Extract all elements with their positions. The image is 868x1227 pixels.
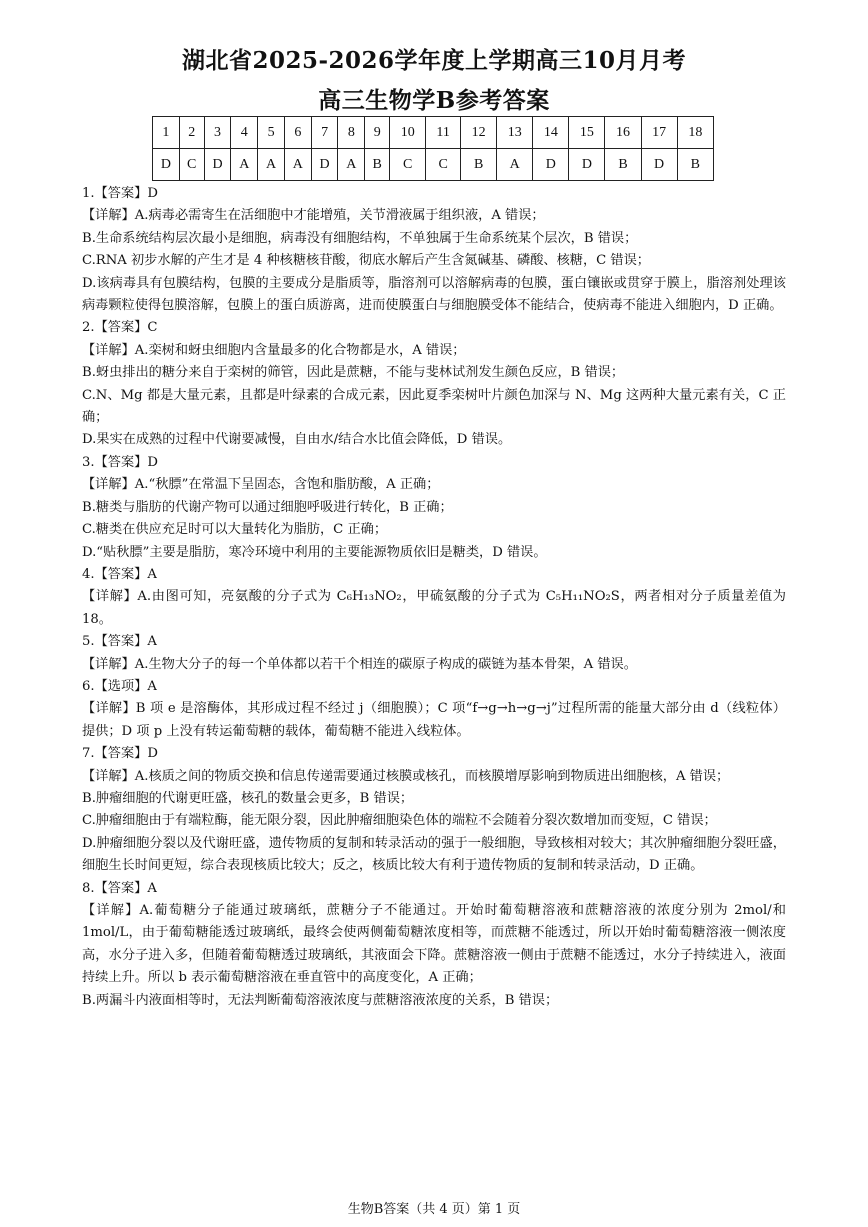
question-number-cell: 9 [365, 117, 390, 149]
explanations [82, 183, 786, 1012]
explanation-line: 6.【选项】A [82, 678, 157, 694]
answer-key-table [152, 116, 714, 181]
answer-cell: D [641, 149, 677, 181]
page-title: 湖北省2025-2026学年度上学期高三10月月考 [181, 47, 687, 74]
page-subtitle: 高三生物学B参考答案 [318, 87, 550, 114]
explanation-line: 2.【答案】C [82, 320, 158, 336]
explanation-line: 【详解】A.病毒必需寄生在活细胞中才能增殖，关节滑液属于组织液，A 错误； [82, 208, 545, 224]
answer-cell: C [426, 149, 461, 181]
question-number-cell: 17 [641, 117, 677, 149]
explanation-line: 1.【答案】D [82, 186, 158, 201]
answer-cell: A [258, 149, 285, 181]
question-number-row [153, 117, 714, 149]
answer-cell: C [179, 149, 204, 181]
explanation-line: C.糖类在供应充足时可以大量转化为脂肪，C 正确； [82, 522, 388, 538]
answer-cell: D [569, 149, 605, 181]
answer-cell: D [311, 149, 338, 181]
explanation-line: 5.【答案】A [82, 634, 157, 650]
answer-cell: B [677, 149, 713, 181]
question-number-cell: 3 [204, 117, 231, 149]
explanation-line: D.果实在成熟的过程中代谢要减慢，自由水/结合水比值会降低，D 错误。 [82, 432, 512, 448]
explanation-line: B.肿瘤细胞的代谢更旺盛，核孔的数量会更多，B 错误； [82, 790, 414, 806]
explanation-line: 3.【答案】D [82, 454, 158, 470]
explanation-line: B.两漏斗内液面相等时，无法判断葡萄溶液浓度与蔗糖溶液浓度的关系，B 错误； [82, 992, 559, 1008]
explanation-line: D.“贴秋膘”主要是脂肪，寒冷环境中利用的主要能源物质依旧是糖类，D 错误。 [82, 544, 547, 560]
question-number-cell: 2 [179, 117, 204, 149]
answer-cell: A [284, 149, 311, 181]
question-number-cell: 14 [533, 117, 569, 149]
explanation-line: 8.【答案】A [82, 880, 157, 896]
explanation-line: B.生命系统结构层次最小是细胞，病毒没有细胞结构，不单独属于生命系统某个层次，B 错误； [82, 230, 638, 246]
answer-row [153, 149, 714, 181]
question-number-cell: 10 [390, 117, 426, 149]
explanation-line: C.N、Mg 都是大量元素，且都是叶绿素的合成元素，因此夏季栾树叶片颜色加深与 N、Mg 这两种大量元素有关，C 正确； [82, 387, 786, 426]
explanation-line: 7.【答案】D [82, 746, 158, 762]
question-number-cell: 18 [677, 117, 713, 149]
question-number-cell: 1 [153, 117, 180, 149]
explanation-line: 【详解】A.“秋膘”在常温下呈固态，含饱和脂肪酸，A 正确； [82, 477, 440, 493]
explanation-line: B.糖类与脂肪的代谢产物可以通过细胞呼吸进行转化，B 正确； [82, 499, 453, 515]
explanation-line: D.肿瘤细胞分裂以及代谢旺盛，遗传物质的复制和转录活动的强于一般细胞，导致核相对较大；其次肿瘤细胞分裂旺盛，细胞生长时间更短，综合表现核质比较大；反之，核质比较大有利于遗传物质的复制和转录活动，D 正确。 [82, 835, 786, 874]
answer-cell: A [497, 149, 533, 181]
question-number-cell: 8 [338, 117, 365, 149]
explanation-line: 【详解】A.生物大分子的每一个单体都以若干个相连的碳原子构成的碳链为基本骨架，A 错误。 [82, 656, 637, 672]
question-number-cell: 5 [258, 117, 285, 149]
answer-cell: B [365, 149, 390, 181]
answer-cell: D [533, 149, 569, 181]
explanation-line: 【详解】A.由图可知，亮氨酸的分子式为 C₆H₁₃NO₂，甲硫氨酸的分子式为 C₅H₁₁NO₂S，两者相对分子质量差值为 18。 [82, 589, 786, 627]
explanation-line: D.该病毒具有包膜结构，包膜的主要成分是脂质等，脂溶剂可以溶解病毒的包膜，蛋白镶嵌或贯穿于膜上，脂溶剂处理该病毒颗粒使得包膜溶解，包膜上的蛋白质游离，进而使膜蛋白与细胞膜受体不能结合，使病毒不能进入细胞内，D 正确。 [82, 275, 786, 314]
explanation-line: B.蚜虫排出的糖分来自于栾树的筛管，因此是蔗糖，不能与斐林试剂发生颜色反应，B 错误； [82, 365, 625, 381]
answer-cell: D [204, 149, 231, 181]
answer-cell: D [153, 149, 180, 181]
question-number-cell: 16 [605, 117, 641, 149]
question-number-cell: 12 [461, 117, 497, 149]
explanation-line: 【详解】B 项 e 是溶酶体，其形成过程不经过 j（细胞膜）；C 项“f→g→h→g→j”过程所需的能量大部分由 d（线粒体）提供；D 项 p 上没有转运葡萄糖的载体，葡萄糖不能进入线粒体。 [82, 701, 786, 739]
answer-cell: A [338, 149, 365, 181]
question-number-cell: 4 [231, 117, 258, 149]
question-number-cell: 11 [426, 117, 461, 149]
question-number-cell: 7 [311, 117, 338, 149]
question-number-cell: 6 [284, 117, 311, 149]
question-number-cell: 13 [497, 117, 533, 149]
explanation-line: C.RNA 初步水解的产生才是 4 种核糖核苷酸，彻底水解后产生含氮碱基、磷酸、核糖，C 错误； [82, 253, 650, 269]
question-number-cell: 15 [569, 117, 605, 149]
answer-cell: B [461, 149, 497, 181]
page-footer: 生物B答案（共 4 页）第 1 页 [347, 1202, 521, 1217]
explanation-line: C.肿瘤细胞由于有端粒酶，能无限分裂，因此肿瘤细胞染色体的端粒不会随着分裂次数增加而变短，C 错误； [82, 813, 717, 829]
answer-cell: A [231, 149, 258, 181]
explanation-line: 【详解】A.栾树和蚜虫细胞内含量最多的化合物都是水，A 错误； [82, 342, 466, 358]
answer-cell: C [390, 149, 426, 181]
explanation-line: 4.【答案】A [82, 566, 157, 582]
answer-cell: B [605, 149, 641, 181]
explanation-line: 【详解】A.葡萄糖分子能通过玻璃纸，蔗糖分子不能通过。开始时葡萄糖溶液和蔗糖溶液的浓度分别为 2mol/和 1mol/L，由于葡萄糖能透过玻璃纸，最终会使两侧葡萄糖浓度相等，而蔗糖不能透过，所以开始时葡萄糖溶液一侧浓度高，水分子进入多，但随着葡萄糖透过玻璃纸，其液面会下降。蔗糖溶液一侧由于蔗糖不能透过，水分子持续进入，液面持续上升。所以 b 表示葡萄糖溶液在垂直管中的高度变化，A 正确； [82, 903, 786, 986]
explanation-line: 【详解】A.核质之间的物质交换和信息传递需要通过核膜或核孔，而核膜增厚影响到物质进出细胞核，A 错误； [82, 768, 730, 784]
